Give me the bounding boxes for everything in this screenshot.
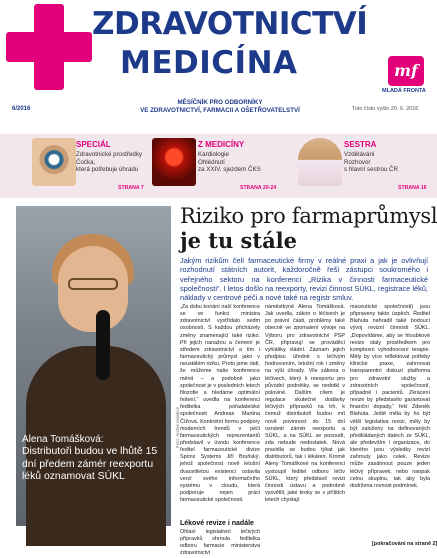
article-subheading: Lékové revize i nadále [180,520,254,527]
publication-date: Toto číslo vyšlo 20. 6. 2016 [352,106,419,112]
article-column-1: „Za dobu konání naší konference se ve funkci ministra zdravotnictví vystřídalo sedm osobností. S každou přicházely změny znamenající také riziko. Při jejich nanažou a čemení je středem zdravotnictví a tím i farmaceutický průmysl jako v neustálém riziku. Proto jsme rádi, že můžeme naše konference měnit – a podobně jako společnost je v posledních letech filozofie a hledáme optimální řešení,“ uvedla na konferenci ředitelka pořadatelské společnosti Andreas Martina Čížová. Konkrétní formu podpory moderních trendů v péči farmaceutických reprezentantů představil v úvodu konference ředitel farmaceutické divize Sprinx Systems Jiří Bruňský, jehož společnost nově letošní dvacetiletou existenci oslavila verzí svého informačního systému v cloudu, která podporuje nejen práci farmaceutické společnosti. [180,304,260,504]
teaser-page: STRANA 7 [118,185,144,191]
heart-photo-icon [152,138,196,186]
photo-caption-text: Distributoři budou ve lhůtě 15 dní předem zámér reexportu léků oznamovat SÚKL [22,446,158,482]
article-lead: Jakým rizikům čelí farmaceutické firmy v reálné praxi a jak je ovlivňují rozhodnutí státních autorit, každoročně řeší zástupci soukromého i veřejného sektoru na konferenci „Rizika v činnosti farmaceutické společnosti“. I letos došlo na reexporty, revizi činnost SÚKL, registrace léků, náklady v centrové péči a nové také na registr smluv. [180,256,428,303]
teaser-label: Z MEDICÍNY [198,140,245,149]
article-headline-bold: je tu stále [180,228,298,253]
photo-glasses [68,278,118,290]
teaser-page: STRANA 20-24 [240,185,277,191]
teaser-line2: Ohlédnutí [198,158,225,166]
portrait-photo-icon [298,138,342,186]
masthead-title-line1: ZDRAVOTNICTVÍ [92,6,368,42]
teaser-text [198,151,280,174]
teaser-line3: za XXIV. sjezdem ČKS [198,166,261,174]
teaser-line1: Kardiologie [198,151,229,158]
masthead-title-line2: MEDICÍNA [120,45,298,81]
masthead-tagline [90,99,350,115]
teaser-text [344,151,430,174]
issue-number: 6/2016 [12,106,31,112]
article-column-3: maceutické společnosti) jsou připraveny takto úspěch. Ředitel Blahuta nahradil také bodoucí vývoj revizní činnosti SÚKL. „Dopovídáme, aby se hloubkové revize staly prostředkem pro komplexní vyhodnocení terapie. Měly by více reflektovat potřeby klinické praxe, zahrnovat transparentní diskuzi platforma pro zdravotní služby a zdravotních společností, případně i pacientů. Zkrácení revize by představilo garantovat finanční dopady,“ řekl Zdeněk Blahuta. Ještě měla by ho být větší legislativa revizi, měly by být založeny na definovaných předkládaných datech ze SÚKL, ale především i organizace, do kterého jsou výsledky revizí zahrnuty jako celek. Revize může zasáhnout pouze jeden léčivý přípravek, nebo naopak celou skupinu, tak aby byla dodržena rovnost podmínek. [350,304,430,489]
medical-cross-logo-icon [6,4,92,90]
teaser-line2: Čočka, [76,158,96,166]
teaser-line1: Zdravotnické prostředky [76,151,143,158]
article-column-1-continued: Ohlasí legislativní léčivých přípravků shrnula ředitelka odboru farmacie ministerstva zdravotnictví [180,529,260,557]
teaser-line3: s hlavní sestrou ČR [344,166,398,174]
microphone-icon [96,310,110,380]
photo-caption-name: Alena Tomášková: [22,434,104,445]
teaser-line2: Rozhovor [344,158,371,166]
article-headline: Riziko pro farmaprůmysl [180,204,437,228]
teaser-label: SESTRA [344,140,377,149]
teaser-text [76,151,156,174]
teaser-line3: která potřebuje úhradu [76,166,139,174]
publisher-logo-icon: mf [388,56,424,86]
teaser-band [0,134,437,198]
teaser-page: STRANA 16 [398,185,427,191]
teaser-label: SPECIÁL [76,140,111,149]
continued-on-page-link[interactable]: [pokračování na straně 2] [372,541,437,547]
tagline-line2: VE ZDRAVOTNICTVÍ, FARMACII A OŠETŘOVATELSTVÍ [140,107,300,114]
teaser-line1: Vzdělávání [344,151,375,158]
photo-credit: Foto: Archiv redakce [175,406,180,448]
article-column-2: náměstkyně Alena Tomášková. Jak uvedla, zákon o léčivech je po právní části, problémy také obecně ve zpomalení vývoje na Výboru pro zdravotnictví PSP ČR, připravují se prováděcí vyhlášky vládní. Záznam jejich předpisu úředně s léčivým hodnocením, letošní rok i změny na výši úhrady. Vliv zákona o léčivech, který k reexportu pro původní podnětky, se nedotkl v polovině. Dalším cílem je regulace skutečné dodávky léčivých přípravků na trh, k čemuž distributoři budou mít nově povinnost do 15 dní oznámit záměr reexportu a SÚKL, a na SÚKL se posoudí, zda nebude nedostatek. Nová pravidla se budou týkat jak distributorů, tak i lékáren. Kromě Aleny Tomáškové na konferenci vystoupil ředitel odboru léčiv SÚKL, který představil revizi činnosti ústavu a podrobně vysvětlil, jaké kroky se v příštích letech chystají. [265,304,345,504]
masthead [0,0,437,120]
tagline-line1: MĚSÍČNÍK PRO ODBORNÍKY [177,99,263,106]
eye-photo-icon [32,138,76,186]
publisher-name: MLADÁ FRONTA [382,88,426,94]
